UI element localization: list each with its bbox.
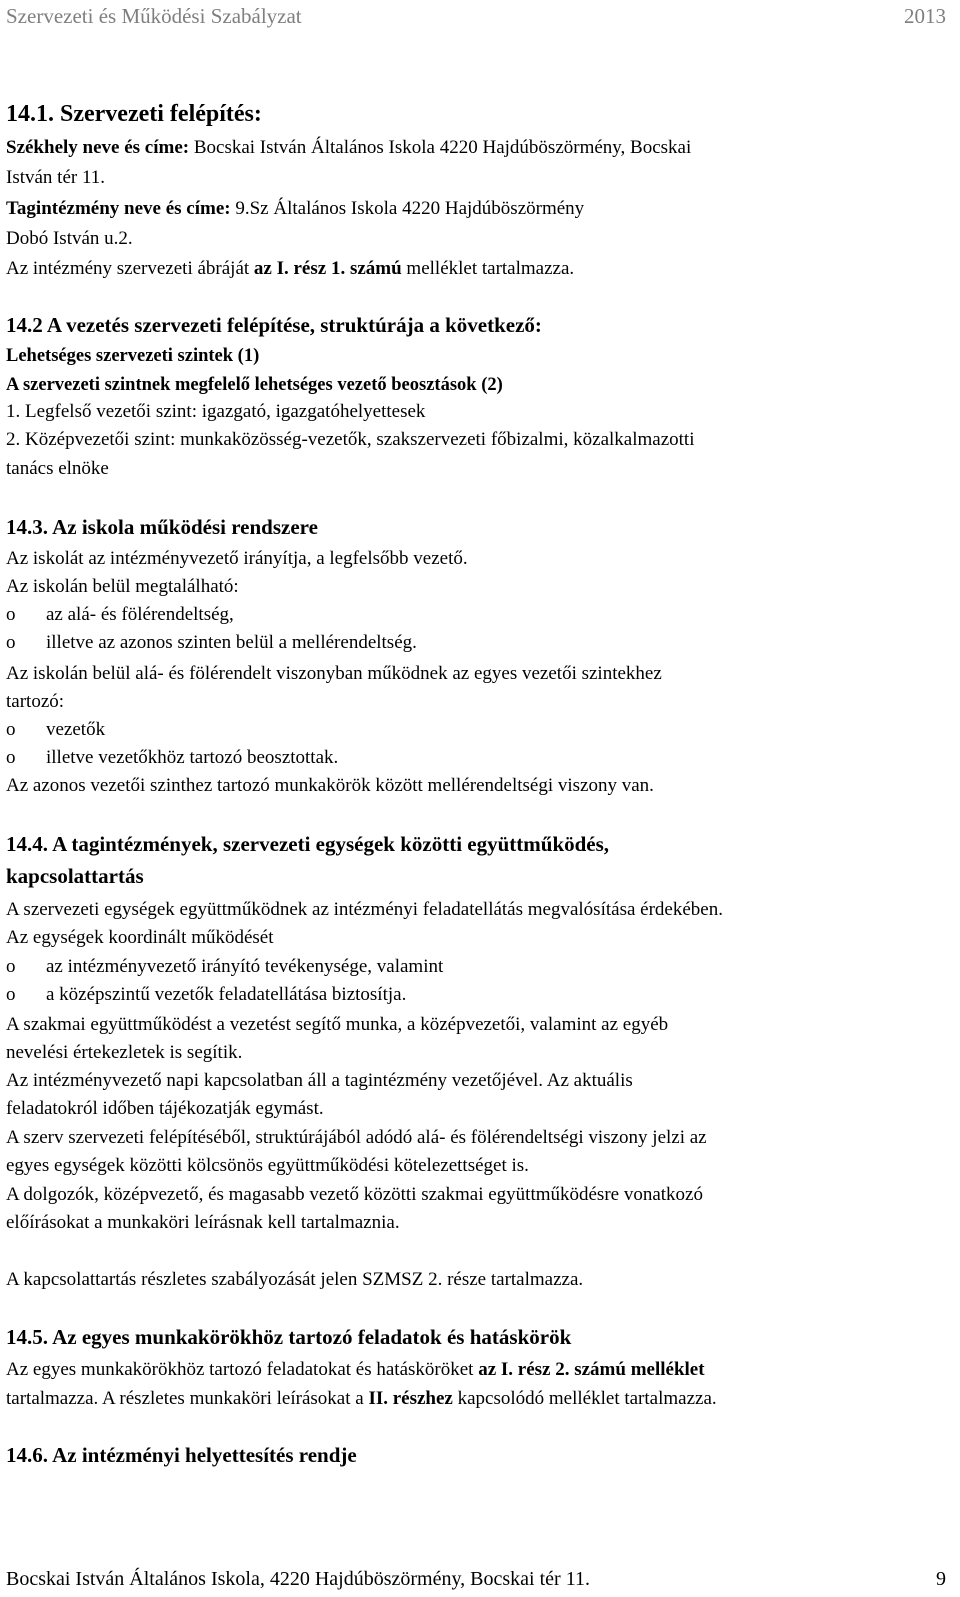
s143-bullet-2	[6, 631, 417, 655]
section-14-4-heading-cont: kapcsolattartás	[6, 864, 144, 888]
s143-p4: Az azonos vezetői szinthez tartozó munkakörök között mellérendeltségi viszony van.	[6, 775, 654, 796]
branch-value-cont: Dobó István u.2.	[6, 228, 133, 249]
footer-text: Bocskai István Általános Iskola, 4220 Hajdúböszörmény, Bocskai tér 11.	[6, 1568, 590, 1590]
org-chart-line	[6, 257, 574, 281]
s145-l1-ref: az I. rész 2. számú melléklet	[478, 1359, 705, 1380]
s144-l10: előírásokat a munkaköri leírásnak kell tartalmaznia.	[6, 1212, 400, 1233]
s145-l2-text-post: kapcsolódó melléklet tartalmazza.	[452, 1388, 717, 1409]
section-14-4-heading: 14.4. A tagintézmények, szervezeti egységek közötti együttműködés,	[6, 832, 610, 856]
bullet-marker: o	[6, 719, 16, 740]
section-14-3-heading: 14.3. Az iskola működési rendszere	[6, 515, 318, 539]
page-footer	[0, 1555, 960, 1596]
s143-bullet-4	[6, 746, 338, 770]
section-14-2-heading: 14.2 A vezetés szervezeti felépítése, struktúrája a következő:	[6, 313, 542, 337]
s144-l8: egyes egységek közötti kölcsönös együttműködési kötelezettséget is.	[6, 1155, 529, 1176]
bullet-marker: o	[6, 604, 16, 625]
header-year: 2013	[904, 4, 946, 28]
section-14-1-heading: 14.1. Szervezeti felépítés:	[6, 101, 262, 127]
bullet-marker: o	[6, 632, 16, 653]
level-item-2: 2. Középvezetői szint: munkaközösség-vezetők, szakszervezeti főbizalmi, közalkalmazotti	[6, 429, 695, 450]
section-14-6-heading: 14.6. Az intézményi helyettesítés rendje	[6, 1443, 357, 1467]
s144-l4: nevelési értekezletek is segítik.	[6, 1042, 243, 1063]
s145-l2-text: tartalmazza. A részletes munkaköri leírásokat a	[6, 1388, 369, 1409]
s144-l1: A szervezeti egységek együttműködnek az intézményi feladatellátás megvalósítása érdekében.	[6, 899, 723, 920]
s143-p3-cont: tartozó:	[6, 691, 65, 712]
branch-value: 9.Sz Általános Iskola 4220 Hajdúböszörmény	[230, 198, 585, 219]
page-header	[0, 0, 960, 40]
bullet-marker: o	[6, 956, 16, 977]
s144-bullet-1	[6, 955, 443, 979]
branch-label: Tagintézmény neve és címe:	[6, 198, 231, 219]
org-chart-text-post: melléklet tartalmazza.	[401, 258, 575, 279]
bullet-text: az intézményvezető irányító tevékenysége, valamint	[46, 956, 444, 977]
org-chart-text-pre: Az intézmény szervezeti ábráját	[6, 258, 254, 279]
seat-value: Bocskai István Általános Iskola 4220 Hajdúböszörmény, Bocskai	[189, 137, 692, 158]
bullet-text: illetve az azonos szinten belül a mellérendeltség.	[46, 632, 417, 653]
level-item-2-cont: tanács elnöke	[6, 458, 109, 479]
header-title: Szervezeti és Működési Szabályzat	[6, 4, 302, 28]
s144-l3: A szakmai együttműködést a vezetést segítő munka, a középvezetői, valamint az egyéb	[6, 1014, 669, 1035]
s143-p2: Az iskolán belül megtalálható:	[6, 576, 239, 597]
s143-p1: Az iskolát az intézményvezető irányítja, a legfelsőbb vezető.	[6, 548, 468, 569]
bullet-marker: o	[6, 984, 16, 1005]
s144-l5: Az intézményvezető napi kapcsolatban áll a tagintézmény vezetőjével. Az aktuális	[6, 1070, 633, 1091]
positions-subheading: A szervezeti szintnek megfelelő lehetséges vezető beosztások (2)	[6, 375, 503, 395]
s145-l1	[6, 1358, 705, 1382]
s145-l2	[6, 1387, 717, 1411]
bullet-text: vezetők	[46, 719, 106, 740]
bullet-text: az alá- és fölérendeltség,	[46, 604, 234, 625]
level-item-1: 1. Legfelső vezetői szint: igazgató, igazgatóhelyettesek	[6, 401, 426, 422]
s145-l1-text: Az egyes munkakörökhöz tartozó feladatokat és hatásköröket	[6, 1359, 479, 1380]
s143-bullet-1	[6, 603, 234, 627]
s143-bullet-3	[6, 718, 105, 742]
branch-line	[6, 197, 584, 221]
s144-l2: Az egységek koordinált működését	[6, 927, 274, 948]
section-14-5-heading: 14.5. Az egyes munkakörökhöz tartozó feladatok és hatáskörök	[6, 1325, 572, 1349]
seat-value-cont: István tér 11.	[6, 167, 106, 188]
bullet-marker: o	[6, 747, 16, 768]
s144-l11: A kapcsolattartás részletes szabályozását jelen SZMSZ 2. része tartalmazza.	[6, 1269, 584, 1290]
s144-l6: feladatokról időben tájékozatják egymást.	[6, 1098, 324, 1119]
bullet-text: a középszintű vezetők feladatellátása biztosítja.	[46, 984, 407, 1005]
s145-l2-ref: II. részhez	[368, 1388, 453, 1409]
s143-p3: Az iskolán belül alá- és fölérendelt viszonyban működnek az egyes vezetői szintekhez	[6, 663, 662, 684]
s144-l9: A dolgozók, középvezető, és magasabb vezető közötti szakmai együttműködésre vonatkozó	[6, 1184, 703, 1205]
levels-subheading: Lehetséges szervezeti szintek (1)	[6, 346, 260, 366]
page-number: 9	[936, 1568, 946, 1590]
org-chart-ref: az I. rész 1. számú	[253, 258, 402, 279]
seat-line	[6, 136, 691, 160]
s144-l7: A szerv szervezeti felépítéséből, struktúrájából adódó alá- és fölérendeltségi viszony jelzi az	[6, 1127, 707, 1148]
seat-label: Székhely neve és címe:	[6, 137, 190, 158]
s144-bullet-2	[6, 983, 406, 1007]
bullet-text: illetve vezetőkhöz tartozó beosztottak.	[46, 747, 339, 768]
